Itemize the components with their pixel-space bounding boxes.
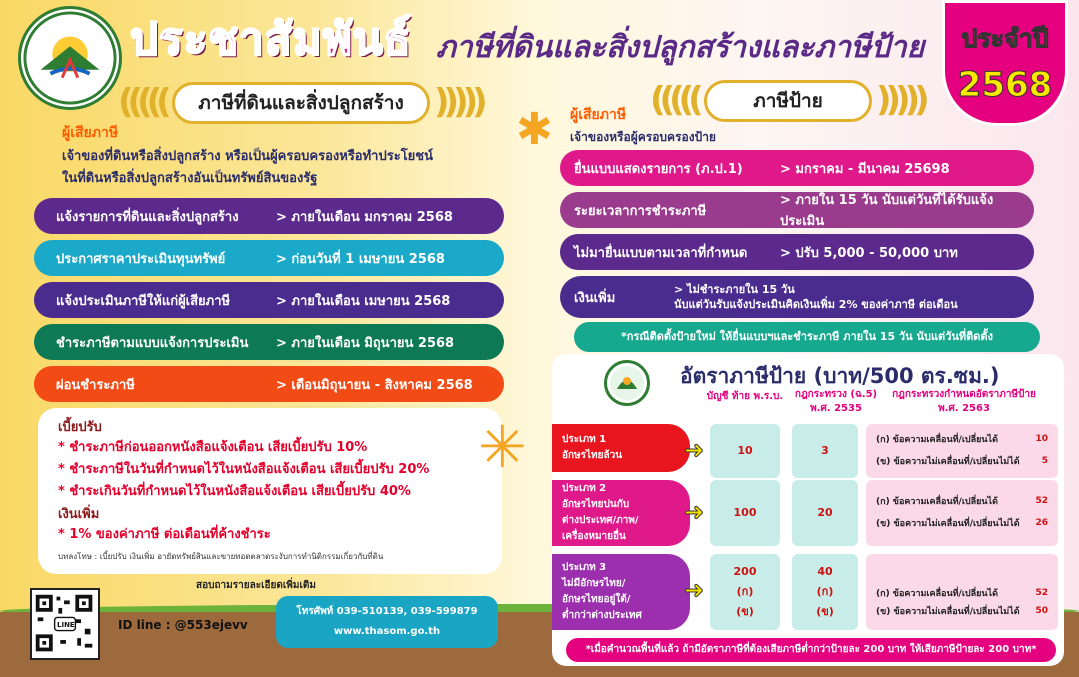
sign-step-item [560, 192, 1034, 228]
sign-taxpayer-text: เจ้าของหรือผู้ครอบครองป้าย [570, 130, 716, 144]
arrow-right-icon: ➜ [684, 436, 705, 464]
rate-row-type: ประเภท 2 [562, 483, 607, 494]
sign-step-label: ระยะเวลาการชำระภาษี [574, 203, 707, 219]
surcharge-item: * 1% ของค่าภาษี ต่อเดือนที่ค้างชำระ [58, 527, 271, 542]
penalty-footnote: บทลงโทษ : เบี้ยปรับ เงินเพิ่ม อายัดทรัพย์สินและขายทอดตลาดระงับการทำนิติกรรมเกี่ยวกับที่ดิน [58, 552, 384, 561]
sign-step-item [560, 234, 1034, 270]
law-line [876, 428, 1048, 450]
rate-row-type: ประเภท 3 [562, 562, 607, 573]
rate-value: 40 [817, 565, 833, 578]
qr-line-label: LINE [57, 621, 75, 629]
penalty-item: * ชำระภาษีในวันที่กำหนดไว้ในหนังสือแจ้งเตือน เสียเบี้ยปรับ 20% [58, 462, 430, 477]
rate-row-desc: อักษรไทยปนกับ [562, 499, 630, 510]
sign-step-value: > ปรับ 5,000 - 50,000 บาท [780, 245, 958, 261]
contact-box [276, 596, 498, 648]
law-line [876, 584, 1048, 602]
land-taxpayer-text [62, 146, 532, 190]
phone-number[interactable]: โทรศัพท์ 039-510139, 039-599879 [296, 606, 478, 617]
sign-surcharge-line2: นับแต่วันรับแจ้งประเมินคิดเงินเพิ่ม 2% ของค่าภาษี ต่อเดือน [674, 298, 958, 311]
wave-decoration-icon: ))))) [434, 82, 482, 122]
land-step-value: > เดือนมิถุนายน - สิงหาคม 2568 [276, 377, 473, 393]
website-link[interactable]: www.thasom.go.th [333, 626, 441, 637]
rate-table-title: อัตราภาษีป้าย (บาท/500 ตร.ซม.) [680, 364, 1000, 388]
rate-row-desc: อักษรไทยล้วน [562, 450, 623, 461]
rate-value: 10 [737, 444, 753, 457]
col-head-reg1992-line2: พ.ศ. 2535 [810, 403, 862, 414]
line-id[interactable]: ID line : @553ejevv [118, 618, 248, 632]
land-step-value: > ภายในเดือน มิถุนายน 2568 [276, 335, 455, 351]
law-desc: (ข) ข้อความไม่เคลื่อนที่/เปลี่ยนไม่ได้ [876, 519, 1020, 529]
line-qr-code[interactable] [30, 588, 100, 660]
rate-value-reg1992 [792, 554, 858, 630]
arrow-right-icon: ➜ [684, 576, 705, 604]
sign-rate-table [552, 354, 1064, 666]
sign-step-label: ยื่นแบบแสดงรายการ (ภ.ป.1) [574, 161, 743, 177]
land-step-value: > ภายในเดือน เมษายน 2568 [276, 293, 451, 309]
sign-taxpayer-label: ผู้เสียภาษี [570, 107, 627, 123]
rate-value-act [710, 480, 780, 546]
wave-decoration-icon: ((((( [650, 80, 698, 120]
rate-row-desc: ต่างประเทศ/ภาพ/ [562, 515, 639, 526]
col-head-reg2020 [866, 388, 1062, 416]
rate-value: 200 [733, 565, 757, 578]
land-step-item [34, 324, 504, 360]
rate-law-box [866, 424, 1058, 478]
rate-row-type-tab [552, 480, 690, 546]
land-step-item [34, 240, 504, 276]
land-step-item [34, 198, 504, 234]
rate-law-box [866, 480, 1058, 546]
col-head-reg2020-line1: กฎกระทรวงกำหนดอัตราภาษีป้าย [892, 389, 1036, 400]
sign-section-heading: ภาษีป้าย [704, 80, 872, 122]
land-taxpayer-label: ผู้เสียภาษี [62, 125, 119, 141]
col-head-reg1992-line1: กฎกระทรวง (ฉ.5) [794, 389, 878, 400]
sign-step-value: > มกราคม - มีนาคม 25698 [780, 161, 950, 177]
organization-seal [18, 6, 122, 110]
land-step-value: > ภายในเดือน มกราคม 2568 [276, 209, 453, 225]
penalty-item: * ชำระภาษีก่อนออกหนังสือแจ้งเตือน เสียเบี้ยปรับ 10% [58, 440, 368, 455]
sign-step-item [560, 150, 1034, 186]
rate-row-desc: ไม่มีอักษรไทย/ [562, 578, 626, 589]
penalty-box [38, 408, 502, 574]
law-rate: 52 [1035, 496, 1048, 506]
ministry-seal [604, 360, 650, 406]
seal-emblem-icon [21, 9, 119, 107]
rate-value-act [710, 424, 780, 478]
penalty-item: * ชำระเกินวันที่กำหนดไว้ในหนังสือแจ้งเตือน เสียเบี้ยปรับ 40% [58, 484, 411, 499]
ask-more-label: สอบถามรายละเอียดเพิ่มเติม [196, 580, 316, 591]
col-head-act: บัญชี ท้าย พ.ร.บ. [706, 391, 784, 402]
sign-steps-list [560, 150, 1034, 318]
rate-value: 20 [817, 506, 833, 519]
land-step-item [34, 366, 504, 402]
year-value: 2568 [957, 65, 1053, 105]
sign-step-label: ไม่มายื่นแบบตามเวลาที่กำหนด [574, 245, 748, 261]
rate-value-sub: (ก) [816, 585, 834, 598]
rate-row-desc: อักษรไทยอยู่ใต้/ [562, 594, 631, 605]
law-desc: (ข) ข้อความไม่เคลื่อนที่/เปลี่ยนไม่ได้ [876, 607, 1020, 617]
rate-value: 100 [733, 506, 757, 519]
sign-step-value: > ภายใน 15 วัน นับแต่วันที่ได้รับแจ้งประเมิน [780, 193, 994, 229]
law-desc: (ก) ข้อความเคลื่อนที่/เปลี่ยนได้ [876, 589, 998, 599]
land-taxpayer-line2: ในที่ดินหรือสิ่งปลูกสร้างอันเป็นทรัพย์สินของรัฐ [62, 171, 318, 186]
year-badge [942, 0, 1068, 126]
law-rate: 50 [1035, 606, 1048, 616]
law-desc: (ก) ข้อความเคลื่อนที่/เปลี่ยนได้ [876, 497, 998, 507]
law-line [876, 602, 1048, 620]
rate-value-sub: (ก) [736, 585, 754, 598]
minimum-tax-note: *เมื่อคำนวณพื้นที่แล้ว ถ้ามีอัตราภาษีที่ต้องเสียภาษีต่ำกว่าป้ายละ 200 บาท ให้เสียภาษีป้ายละ 200 บาท* [566, 638, 1056, 662]
rate-value: 3 [821, 444, 829, 457]
rate-law-box [866, 554, 1058, 630]
law-rate: 52 [1035, 588, 1048, 598]
headline-subtitle: ภาษีที่ดินและสิ่งปลูกสร้างและภาษีป้าย [436, 30, 925, 65]
rate-row-desc: เครื่องหมายอื่น [562, 531, 626, 542]
garuda-emblem-icon [607, 363, 647, 403]
rate-row-desc: ต่ำกว่าต่างประเทศ [562, 610, 642, 621]
land-step-label: แจ้งประเมินภาษีให้แก่ผู้เสียภาษี [56, 293, 231, 309]
law-desc: (ก) ข้อความเคลื่อนที่/เปลี่ยนได้ [876, 435, 998, 445]
law-line [876, 490, 1048, 512]
land-step-label: ประกาศราคาประเมินทุนทรัพย์ [56, 251, 226, 267]
law-line [876, 450, 1048, 472]
sparkle-icon: ✱ [516, 104, 553, 155]
rate-value-reg1992 [792, 424, 858, 478]
law-line [876, 512, 1048, 534]
sign-surcharge-label: เงินเพิ่ม [574, 290, 616, 306]
surcharge-title: เงินเพิ่ม [58, 507, 100, 522]
rate-value-sub: (ข) [736, 605, 754, 618]
land-step-label: แจ้งรายการที่ดินและสิ่งปลูกสร้าง [56, 209, 239, 225]
law-desc: (ข) ข้อความไม่เคลื่อนที่/เปลี่ยนไม่ได้ [876, 457, 1020, 467]
sign-new-install-note: *กรณีติดตั้งป้ายใหม่ ให้ยื่นแบบฯและชำระภาษี ภายใน 15 วัน นับแต่วันที่ติดตั้ง [574, 322, 1040, 352]
land-step-label: ผ่อนชำระภาษี [56, 377, 135, 393]
law-rate: 5 [1041, 456, 1048, 466]
headline-title: ประชาสัมพันธ์ [130, 14, 412, 65]
land-step-value: > ก่อนวันที่ 1 เมษายน 2568 [276, 251, 445, 267]
penalty-title: เบี้ยปรับ [58, 420, 102, 435]
law-rate: 26 [1035, 518, 1048, 528]
rate-value-reg1992 [792, 480, 858, 546]
wave-decoration-icon: ))))) [876, 80, 924, 120]
wave-decoration-icon: ((((( [118, 82, 166, 122]
rate-value-act [710, 554, 780, 630]
rate-row-type: ประเภท 1 [562, 434, 607, 445]
land-section-heading: ภาษีที่ดินและสิ่งปลูกสร้าง [172, 82, 430, 124]
year-label: ประจำปี [961, 24, 1049, 53]
arrow-right-icon: ➜ [684, 498, 705, 526]
sign-surcharge-line1: > ไม่ชำระภายใน 15 วัน [674, 283, 795, 296]
sign-surcharge-item [560, 276, 1034, 318]
land-step-item [34, 282, 504, 318]
sparkle-icon: ✳ [478, 413, 527, 481]
col-head-reg2020-line2: พ.ศ. 2563 [938, 403, 990, 414]
law-rate: 10 [1035, 434, 1048, 444]
rate-row-type-tab [552, 554, 690, 630]
rate-row-type-tab [552, 424, 690, 472]
land-steps-list [34, 198, 504, 402]
land-taxpayer-line1: เจ้าของที่ดินหรือสิ่งปลูกสร้าง หรือเป็นผู้ครอบครองหรือทำประโยชน์ [62, 149, 434, 164]
land-step-label: ชำระภาษีตามแบบแจ้งการประเมิน [56, 335, 249, 351]
rate-value-sub: (ข) [816, 605, 834, 618]
